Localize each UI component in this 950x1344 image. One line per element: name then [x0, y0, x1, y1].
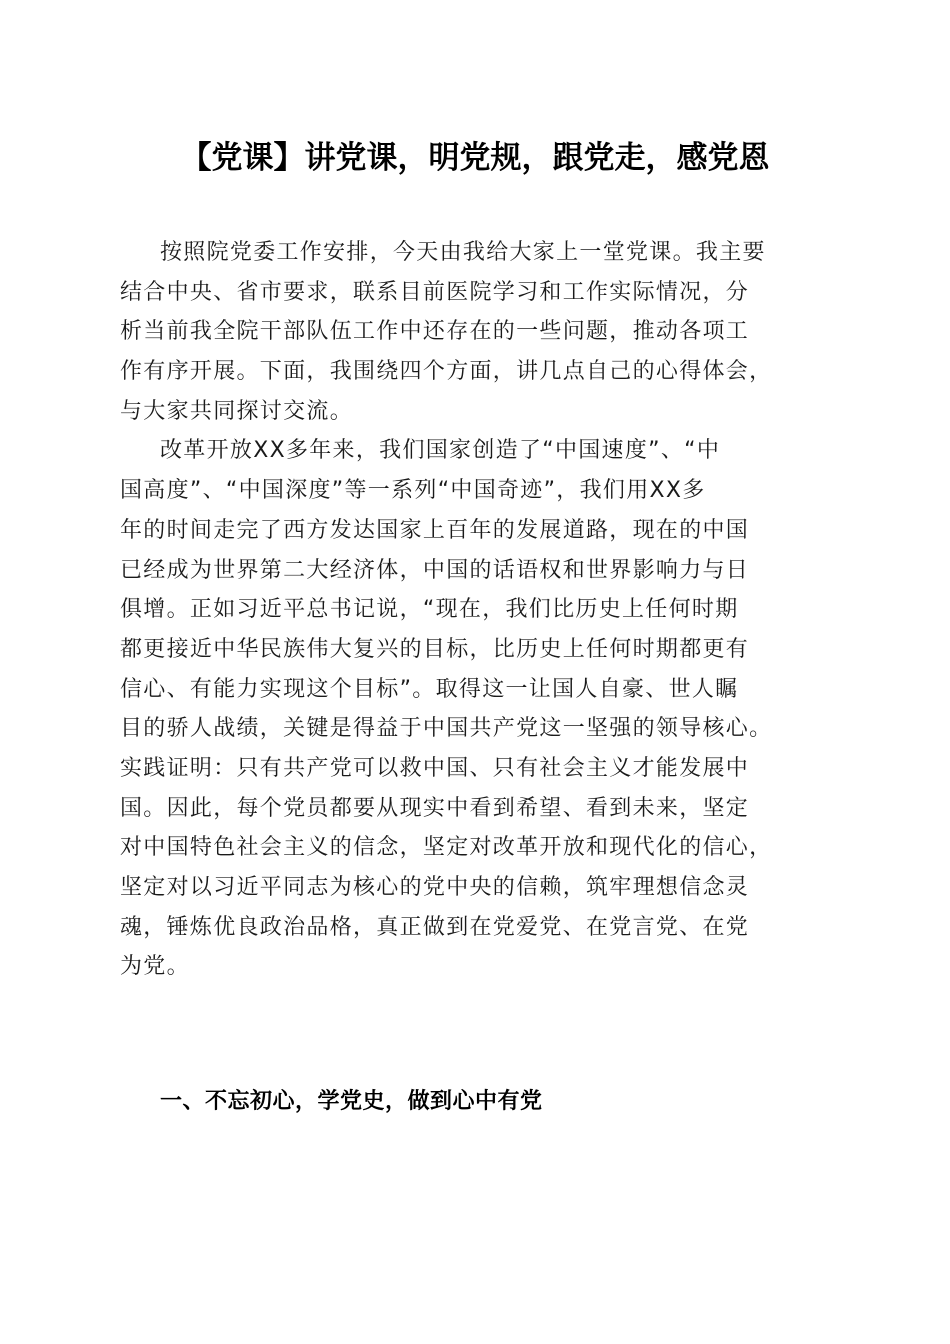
- text-line: 已经成为世界第二大经济体，中国的话语权和世界影响力与日: [120, 557, 750, 583]
- text-line: 信心、有能力实现这个目标”。取得这一让国人自豪、世人瞩: [120, 676, 739, 702]
- text-line: 俱增。正如习近平总书记说，“现在，我们比历史上任何时期: [120, 597, 739, 623]
- text-line: 国。因此，每个党员都要从现实中看到希望、看到未来，坚定: [120, 795, 750, 821]
- text-line: 改革开放XX多年来，我们国家创造了“中国速度”、“中: [160, 438, 721, 464]
- text-line: 坚定对以习近平同志为核心的党中央的信赖，筑牢理想信念灵: [120, 875, 750, 900]
- text-line: 实践证明：只有共产党可以救中国、只有社会主义才能发展中: [120, 755, 750, 781]
- document-body: [120, 233, 840, 1027]
- text-line: 按照院党委工作安排，今天由我给大家上一堂党课。我主要: [160, 240, 766, 265]
- text-line: 结合中央、省市要求，联系目前医院学习和工作实际情况，分: [120, 279, 750, 305]
- paragraph-reform: [120, 431, 840, 1026]
- text-line: 魂，锤炼优良政治品格，真正做到在党爱党、在党言党、在党: [120, 914, 750, 940]
- text-line: 析当前我全院干部队伍工作中还存在的一些问题，推动各项工: [120, 319, 750, 345]
- text-line: 与大家共同探讨交流。: [120, 398, 354, 424]
- text-line: 作有序开展。下面，我围绕四个方面，讲几点自己的心得体会，: [120, 359, 773, 385]
- section-heading: 一、不忘初心，学党史，做到心中有党: [160, 1089, 543, 1114]
- text-line: 都更接近中华民族伟大复兴的目标，比历史上任何时期都更有: [120, 636, 750, 662]
- text-line: [120, 987, 840, 1027]
- text-line: 目的骄人战绩，关键是得益于中国共产党这一坚强的领导核心。: [120, 716, 773, 742]
- text-line: 国高度”、“中国深度”等一系列“中国奇迹”，我们用XX多: [120, 478, 706, 504]
- text-line: 年的时间走完了西方发达国家上百年的发展道路，现在的中国: [120, 517, 750, 543]
- text-line: 对中国特色社会主义的信念，坚定对改革开放和现代化的信心，: [120, 835, 773, 861]
- document-title: 【党课】讲党课，明党规，跟党走，感党恩: [180, 140, 770, 176]
- text-line: 为党。: [120, 954, 190, 980]
- paragraph-intro: [120, 233, 840, 431]
